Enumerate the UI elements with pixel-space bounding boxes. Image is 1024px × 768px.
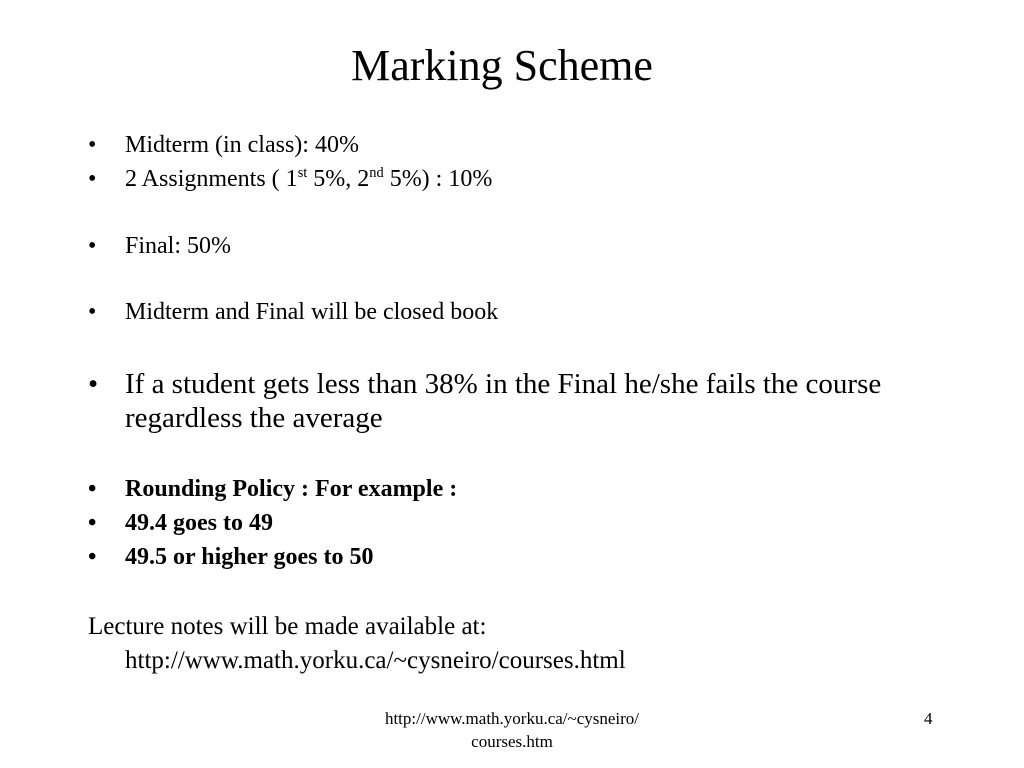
bullet-text: Final: 50% xyxy=(125,233,231,259)
bullet-text: 49.5 or higher goes to 50 xyxy=(125,544,374,570)
assignments-prefix: 2 Assignments ( 1 xyxy=(125,166,298,192)
bullet-final xyxy=(88,229,968,263)
bullet-dot: • xyxy=(88,132,97,158)
bullet-text: Midterm (in class): 40% xyxy=(125,132,359,158)
bullet-text xyxy=(125,162,968,196)
assignments-sup-second: nd xyxy=(369,165,384,181)
bullet-assignments xyxy=(88,162,968,196)
assignments-sup-first: st xyxy=(297,165,308,181)
bullet-rounding-down xyxy=(88,506,968,540)
page-number: 4 xyxy=(924,709,933,728)
bullet-dot: • xyxy=(88,166,97,192)
lecture-notes-text: Lecture notes will be made available at: xyxy=(88,613,487,640)
bullet-closed-book xyxy=(88,295,968,329)
bullet-midterm xyxy=(88,128,968,162)
bullet-fail-rule xyxy=(88,367,968,435)
slide-title: Marking Scheme xyxy=(351,41,653,90)
bullet-rounding-up xyxy=(88,540,968,574)
bullet-text: Midterm and Final will be closed book xyxy=(125,299,499,325)
bullet-text: If a student gets less than 38% in the Final he/she fails the course regardless the average xyxy=(125,368,882,434)
lecture-notes-url: http://www.math.yorku.ca/~cysneiro/courses.html xyxy=(125,647,626,674)
bullet-text: Rounding Policy : For example : xyxy=(125,476,458,502)
bullet-dot: • xyxy=(88,544,97,570)
bullet-rounding-title xyxy=(88,472,968,506)
footer-url xyxy=(340,707,684,753)
bullet-dot: • xyxy=(88,299,97,325)
footer-url-line1: http://www.math.yorku.ca/~cysneiro/ xyxy=(384,709,640,728)
bullet-dot: • xyxy=(88,368,99,400)
footer-url-line2: courses.htm xyxy=(471,732,553,751)
assignments-suffix: 5%) : 10% xyxy=(383,166,493,192)
assignments-mid: 5%, 2 xyxy=(307,166,370,192)
bullet-text: 49.4 goes to 49 xyxy=(125,510,273,536)
bullet-dot: • xyxy=(88,233,97,259)
bullet-dot: • xyxy=(88,476,97,502)
bullet-dot: • xyxy=(88,510,97,536)
